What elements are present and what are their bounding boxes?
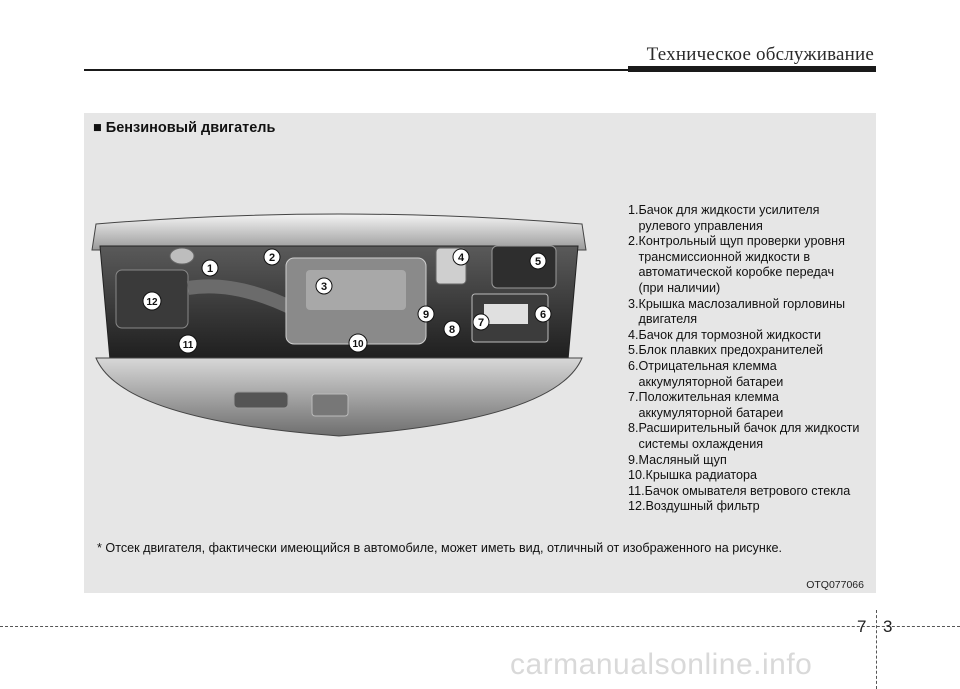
watermark: carmanualsonline.info bbox=[510, 648, 813, 681]
svg-text:12: 12 bbox=[146, 297, 158, 308]
svg-text:10: 10 bbox=[352, 339, 364, 350]
svg-text:3: 3 bbox=[320, 281, 328, 293]
svg-text:2: 2 bbox=[268, 252, 276, 264]
svg-text:5: 5 bbox=[534, 256, 542, 268]
callout-10 bbox=[349, 334, 367, 352]
legend-item: 3. Крышка маслозаливной горловины двигателя bbox=[628, 296, 846, 327]
callout-3 bbox=[316, 278, 332, 294]
callout-5 bbox=[530, 253, 546, 269]
legend-item: 9. Масляный щуп bbox=[628, 452, 727, 467]
header-rule-accent bbox=[628, 66, 876, 72]
callout-12 bbox=[143, 292, 161, 310]
legend-item: 2. Контрольный щуп проверки уровня трансмиссионной жидкости в автоматической коробке передач (при наличии) bbox=[628, 234, 845, 295]
legend-item: 11. Бачок омывателя ветрового стекла bbox=[628, 483, 851, 498]
legend-item: 1. Бачок для жидкости усилителя рулевого управления bbox=[628, 203, 820, 233]
svg-text:11: 11 bbox=[182, 340, 194, 351]
engine-bay-illustration bbox=[86, 210, 592, 448]
svg-text:4: 4 bbox=[457, 252, 465, 264]
svg-text:1: 1 bbox=[206, 263, 214, 275]
svg-text:8: 8 bbox=[448, 324, 456, 336]
callout-2 bbox=[264, 249, 280, 265]
crop-mark-vertical bbox=[876, 610, 877, 689]
legend-item: 6. Отрицательная клемма аккумуляторной батареи bbox=[628, 358, 784, 389]
section-title: ■ Бензиновый двигатель bbox=[93, 120, 276, 136]
legend-item: 4. Бачок для тормозной жидкости bbox=[628, 327, 822, 342]
svg-text:7: 7 bbox=[477, 317, 485, 329]
footnote: * Отсек двигателя, фактически имеющийся в автомобиле, может иметь вид, отличный от изображенного на рисунке. bbox=[97, 541, 782, 555]
legend-item: 5. Блок плавких предохранителей bbox=[628, 343, 824, 358]
page-number: 3 bbox=[883, 617, 893, 636]
chapter-number: 7 bbox=[857, 617, 867, 636]
legend-item: 10. Крышка радиатора bbox=[628, 468, 758, 483]
legend-item: 12. Воздушный фильтр bbox=[628, 499, 760, 514]
legend-item: 7. Положительная клемма аккумуляторной батареи bbox=[628, 390, 784, 420]
callout-11 bbox=[179, 335, 197, 353]
callout-9 bbox=[418, 306, 434, 322]
callout-7 bbox=[473, 314, 489, 330]
legend-item: 8. Расширительный бачок для жидкости системы охлаждения bbox=[628, 421, 860, 451]
callout-4 bbox=[453, 249, 469, 265]
image-code: OTQ077066 bbox=[806, 579, 864, 591]
component-legend bbox=[628, 203, 874, 515]
crop-mark-horizontal bbox=[0, 626, 960, 627]
page-header-title: Техническое обслуживание bbox=[646, 44, 874, 65]
svg-text:6: 6 bbox=[539, 309, 547, 321]
callout-6 bbox=[535, 306, 551, 322]
callout-8 bbox=[444, 321, 460, 337]
svg-text:9: 9 bbox=[422, 309, 430, 321]
callout-1 bbox=[202, 260, 218, 276]
